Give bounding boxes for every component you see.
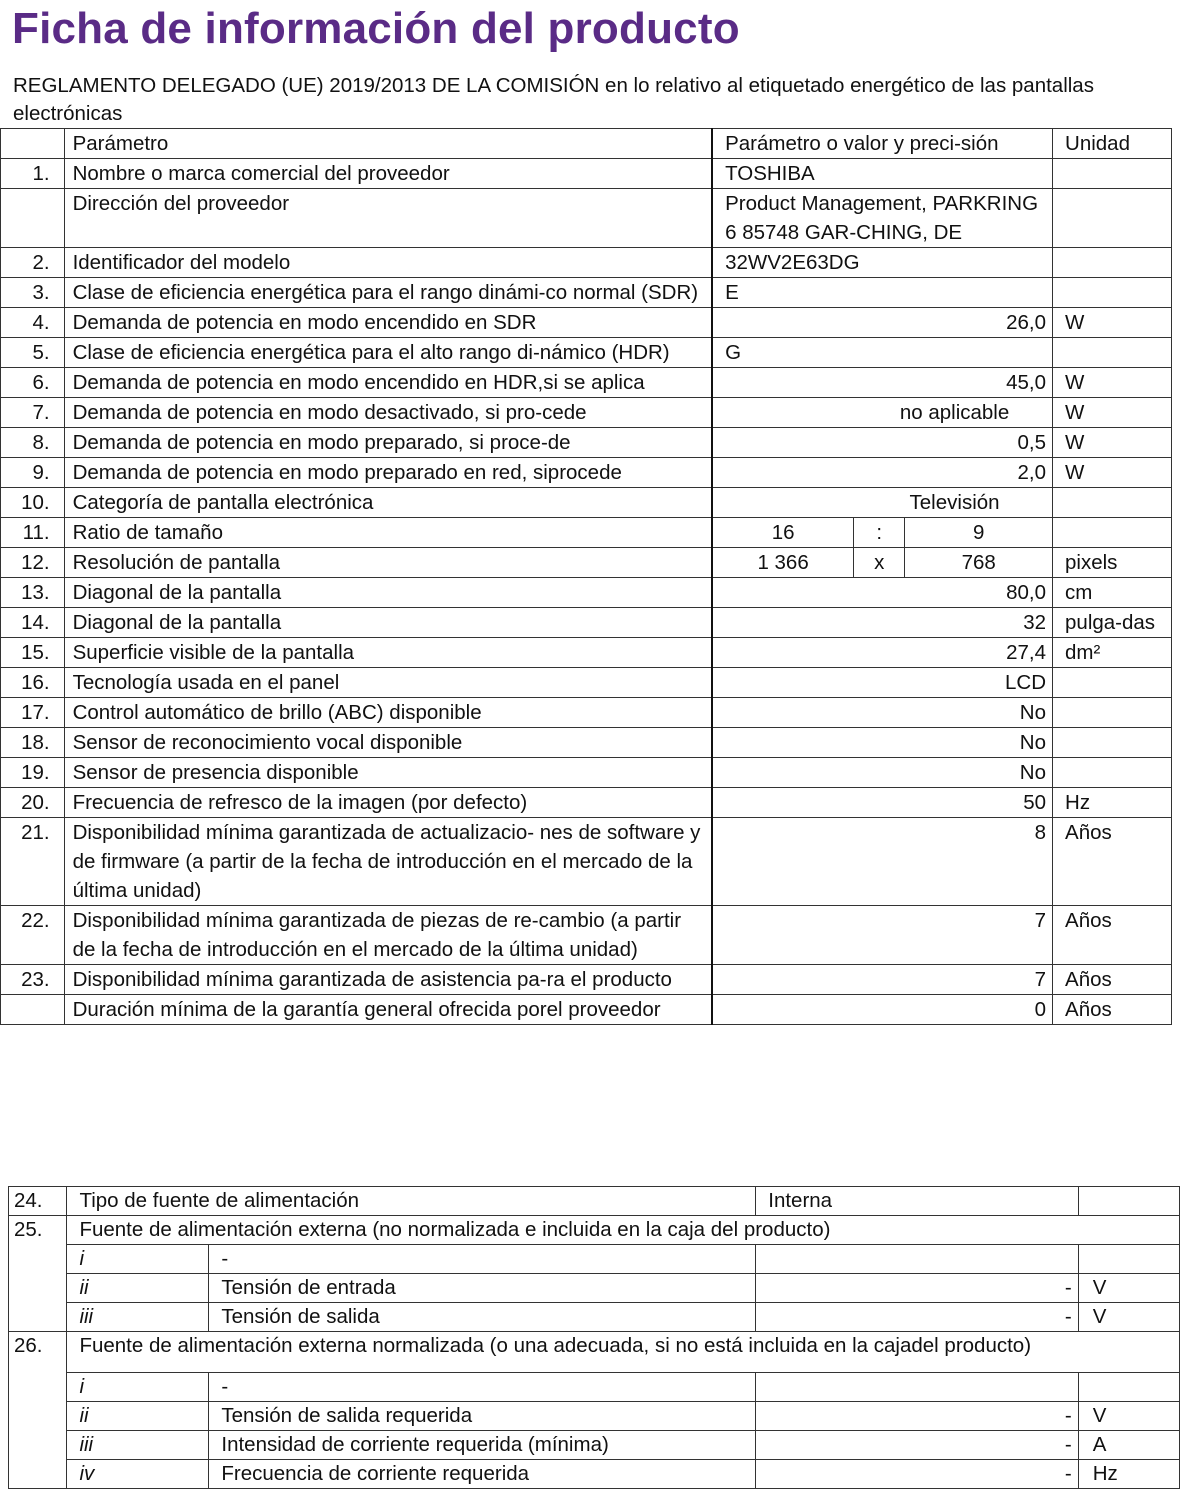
row-number: 4.	[1, 308, 65, 338]
row-value: G	[712, 338, 1052, 368]
sub-value	[756, 1245, 1078, 1274]
row-value-b: 768	[905, 548, 1053, 578]
row-number: 22.	[1, 906, 65, 965]
sub-index: iv	[67, 1460, 209, 1489]
table-row	[1, 278, 1172, 308]
row-unit: pixels	[1053, 548, 1172, 578]
sub-unit	[1078, 1373, 1179, 1402]
row-parameter: Superficie visible de la pantalla	[64, 638, 712, 668]
row-unit: cm	[1053, 578, 1172, 608]
header-value: Parámetro o valor y preci-sión	[712, 129, 1052, 159]
row-unit: W	[1053, 308, 1172, 338]
table-row	[1, 758, 1172, 788]
row-parameter: Diagonal de la pantalla	[64, 608, 712, 638]
row-parameter: Control automático de brillo (ABC) disponible	[64, 698, 712, 728]
row-value: Interna	[756, 1187, 1078, 1216]
row-unit	[1078, 1187, 1179, 1216]
row-unit	[1053, 758, 1172, 788]
row-number: 25.	[9, 1216, 67, 1332]
row-unit	[1053, 248, 1172, 278]
power-sub-row	[9, 1303, 1180, 1332]
row-parameter: Sensor de presencia disponible	[64, 758, 712, 788]
table-row	[1, 488, 1172, 518]
row-parameter: Tecnología usada en el panel	[64, 668, 712, 698]
sub-value	[756, 1373, 1078, 1402]
row-unit	[1053, 518, 1172, 548]
row-number: 11.	[1, 518, 65, 548]
header-unit: Unidad	[1053, 129, 1172, 159]
row-unit: Hz	[1053, 788, 1172, 818]
row-unit: Años	[1053, 995, 1172, 1025]
row-value-separator: x	[854, 548, 905, 578]
row-number: 24.	[9, 1187, 67, 1216]
row-parameter: Sensor de reconocimiento vocal disponible	[64, 728, 712, 758]
row-number: 8.	[1, 428, 65, 458]
sub-unit: Hz	[1078, 1460, 1179, 1489]
row-number: 6.	[1, 368, 65, 398]
sub-unit: A	[1078, 1431, 1179, 1460]
sub-unit	[1078, 1245, 1179, 1274]
row-number	[1, 995, 65, 1025]
table-row	[1, 548, 1172, 578]
table-header-row	[1, 129, 1172, 159]
row-number: 9.	[1, 458, 65, 488]
row-number: 14.	[1, 608, 65, 638]
row-parameter: Dirección del proveedor	[64, 189, 712, 248]
row-unit: Años	[1053, 818, 1172, 906]
table-row	[1, 398, 1172, 428]
row-number: 15.	[1, 638, 65, 668]
sub-index: ii	[67, 1274, 209, 1303]
row-number	[1, 189, 65, 248]
power-sub-row	[9, 1245, 1180, 1274]
row-parameter: Identificador del modelo	[64, 248, 712, 278]
row-unit	[1053, 668, 1172, 698]
regulation-subtitle: REGLAMENTO DELEGADO (UE) 2019/2013 DE LA COMISIÓN en lo relativo al etiquetado energético de las pantallas electrónicas	[13, 74, 1094, 125]
row-parameter: Nombre o marca comercial del proveedor	[64, 159, 712, 189]
sub-index: ii	[67, 1402, 209, 1431]
table-row	[1, 458, 1172, 488]
table-row	[1, 995, 1172, 1025]
row-parameter: Categoría de pantalla electrónica	[64, 488, 712, 518]
row-parameter: Demanda de potencia en modo encendido en HDR,si se aplica	[64, 368, 712, 398]
row-value: 45,0	[712, 368, 1052, 398]
row-parameter: Ratio de tamaño	[64, 518, 712, 548]
header-param: Parámetro	[64, 129, 712, 159]
table-row	[1, 338, 1172, 368]
table-row	[1, 578, 1172, 608]
sub-unit: V	[1078, 1303, 1179, 1332]
table-row	[1, 308, 1172, 338]
row-number: 5.	[1, 338, 65, 368]
row-parameter: Tipo de fuente de alimentación	[67, 1187, 756, 1216]
row-value: 32	[712, 608, 1052, 638]
sub-label: Intensidad de corriente requerida (mínima)	[209, 1431, 756, 1460]
row-value: No	[712, 758, 1052, 788]
row-number: 21.	[1, 818, 65, 906]
row-unit: pulga-das	[1053, 608, 1172, 638]
row-parameter: Clase de eficiencia energética para el alto rango di-námico (HDR)	[64, 338, 712, 368]
row-value: No	[712, 728, 1052, 758]
sub-value: -	[756, 1274, 1078, 1303]
row-value: 7	[712, 965, 1052, 995]
row-value: Product Management, PARKRING 6 85748 GAR-CHING, DE	[712, 189, 1052, 248]
row-parameter: Fuente de alimentación externa normalizada (o una adecuada, si no está incluida en la cajadel producto)	[67, 1332, 1180, 1373]
row-unit	[1053, 488, 1172, 518]
table-row	[1, 728, 1172, 758]
row-parameter: Disponibilidad mínima garantizada de asistencia pa-ra el producto	[64, 965, 712, 995]
power-sub-row	[9, 1431, 1180, 1460]
table-row	[1, 159, 1172, 189]
row-value: 7	[712, 906, 1052, 965]
row-number: 19.	[1, 758, 65, 788]
power-sub-row	[9, 1373, 1180, 1402]
row-value: 50	[712, 788, 1052, 818]
row-number: 20.	[1, 788, 65, 818]
row-value: LCD	[712, 668, 1052, 698]
table-row	[1, 906, 1172, 965]
sub-unit: V	[1078, 1402, 1179, 1431]
row-number: 1.	[1, 159, 65, 189]
row-number: 10.	[1, 488, 65, 518]
table-row	[1, 189, 1172, 248]
sub-label: Tensión de salida requerida	[209, 1402, 756, 1431]
row-unit: W	[1053, 368, 1172, 398]
sub-index: i	[67, 1373, 209, 1402]
row-unit: Años	[1053, 906, 1172, 965]
row-value: 0	[712, 995, 1052, 1025]
row-parameter: Clase de eficiencia energética para el rango dinámi-co normal (SDR)	[64, 278, 712, 308]
power-row-26	[9, 1332, 1180, 1373]
row-unit	[1053, 698, 1172, 728]
table-row	[1, 638, 1172, 668]
row-number: 16.	[1, 668, 65, 698]
row-value: No	[712, 698, 1052, 728]
row-number: 23.	[1, 965, 65, 995]
table-row	[1, 698, 1172, 728]
table-row	[1, 668, 1172, 698]
row-unit: W	[1053, 398, 1172, 428]
power-sub-row	[9, 1274, 1180, 1303]
row-unit: W	[1053, 458, 1172, 488]
table-row	[1, 248, 1172, 278]
sub-index: iii	[67, 1431, 209, 1460]
row-value: 27,4	[712, 638, 1052, 668]
sub-value: -	[756, 1460, 1078, 1489]
row-value: E	[712, 278, 1052, 308]
row-unit	[1053, 189, 1172, 248]
row-value-a: 1 366	[712, 548, 854, 578]
sub-value: -	[756, 1303, 1078, 1332]
row-unit	[1053, 159, 1172, 189]
sub-index: i	[67, 1245, 209, 1274]
row-parameter: Diagonal de la pantalla	[64, 578, 712, 608]
row-number: 3.	[1, 278, 65, 308]
row-number: 2.	[1, 248, 65, 278]
row-unit	[1053, 338, 1172, 368]
table-row	[1, 518, 1172, 548]
sub-label: -	[209, 1245, 756, 1274]
row-parameter: Disponibilidad mínima garantizada de piezas de re-cambio (a partir de la fecha de introducción en el mercado de la última unidad)	[64, 906, 712, 965]
power-row-25	[9, 1216, 1180, 1245]
row-value-b: 9	[905, 518, 1053, 548]
sub-index: iii	[67, 1303, 209, 1332]
row-value: 2,0	[712, 458, 1052, 488]
sub-unit: V	[1078, 1274, 1179, 1303]
row-parameter: Demanda de potencia en modo desactivado, si pro-cede	[64, 398, 712, 428]
sub-value: -	[756, 1402, 1078, 1431]
row-value: TOSHIBA	[712, 159, 1052, 189]
row-parameter: Disponibilidad mínima garantizada de actualizacio- nes de software y de firmware (a partir de la fecha de introducción en el mercado de la última unidad)	[64, 818, 712, 906]
table-row	[1, 368, 1172, 398]
table-row	[1, 788, 1172, 818]
row-value: 8	[712, 818, 1052, 906]
row-parameter: Frecuencia de refresco de la imagen (por defecto)	[64, 788, 712, 818]
power-sub-row	[9, 1460, 1180, 1489]
row-number: 18.	[1, 728, 65, 758]
row-unit: Años	[1053, 965, 1172, 995]
table-row	[1, 608, 1172, 638]
row-parameter: Demanda de potencia en modo preparado, si proce-de	[64, 428, 712, 458]
row-number: 13.	[1, 578, 65, 608]
row-unit: W	[1053, 428, 1172, 458]
row-number: 12.	[1, 548, 65, 578]
row-number: 7.	[1, 398, 65, 428]
row-unit: dm²	[1053, 638, 1172, 668]
row-value: no aplicable	[712, 398, 1052, 428]
sub-label: Tensión de salida	[209, 1303, 756, 1332]
table-row	[1, 818, 1172, 906]
row-value: 32WV2E63DG	[712, 248, 1052, 278]
row-value: 80,0	[712, 578, 1052, 608]
row-value: 26,0	[712, 308, 1052, 338]
table-row	[1, 428, 1172, 458]
row-number: 17.	[1, 698, 65, 728]
power-row-24	[9, 1187, 1180, 1216]
sub-label: Frecuencia de corriente requerida	[209, 1460, 756, 1489]
row-unit	[1053, 278, 1172, 308]
sub-value: -	[756, 1431, 1078, 1460]
row-number: 26.	[9, 1332, 67, 1489]
page-title: Ficha de información del producto	[12, 4, 740, 53]
row-value: 0,5	[712, 428, 1052, 458]
row-unit	[1053, 728, 1172, 758]
power-supply-table	[8, 1186, 1180, 1489]
row-value: Televisión	[712, 488, 1052, 518]
table-row	[1, 965, 1172, 995]
row-parameter: Fuente de alimentación externa (no normalizada e incluida en la caja del producto)	[67, 1216, 1180, 1245]
row-value-a: 16	[712, 518, 854, 548]
sub-label: -	[209, 1373, 756, 1402]
row-parameter: Demanda de potencia en modo preparado en red, siprocede	[64, 458, 712, 488]
sub-label: Tensión de entrada	[209, 1274, 756, 1303]
power-sub-row	[9, 1402, 1180, 1431]
row-parameter: Demanda de potencia en modo encendido en SDR	[64, 308, 712, 338]
row-value-separator: :	[854, 518, 905, 548]
product-info-table	[0, 128, 1172, 1025]
row-parameter: Duración mínima de la garantía general ofrecida porel proveedor	[64, 995, 712, 1025]
row-parameter: Resolución de pantalla	[64, 548, 712, 578]
